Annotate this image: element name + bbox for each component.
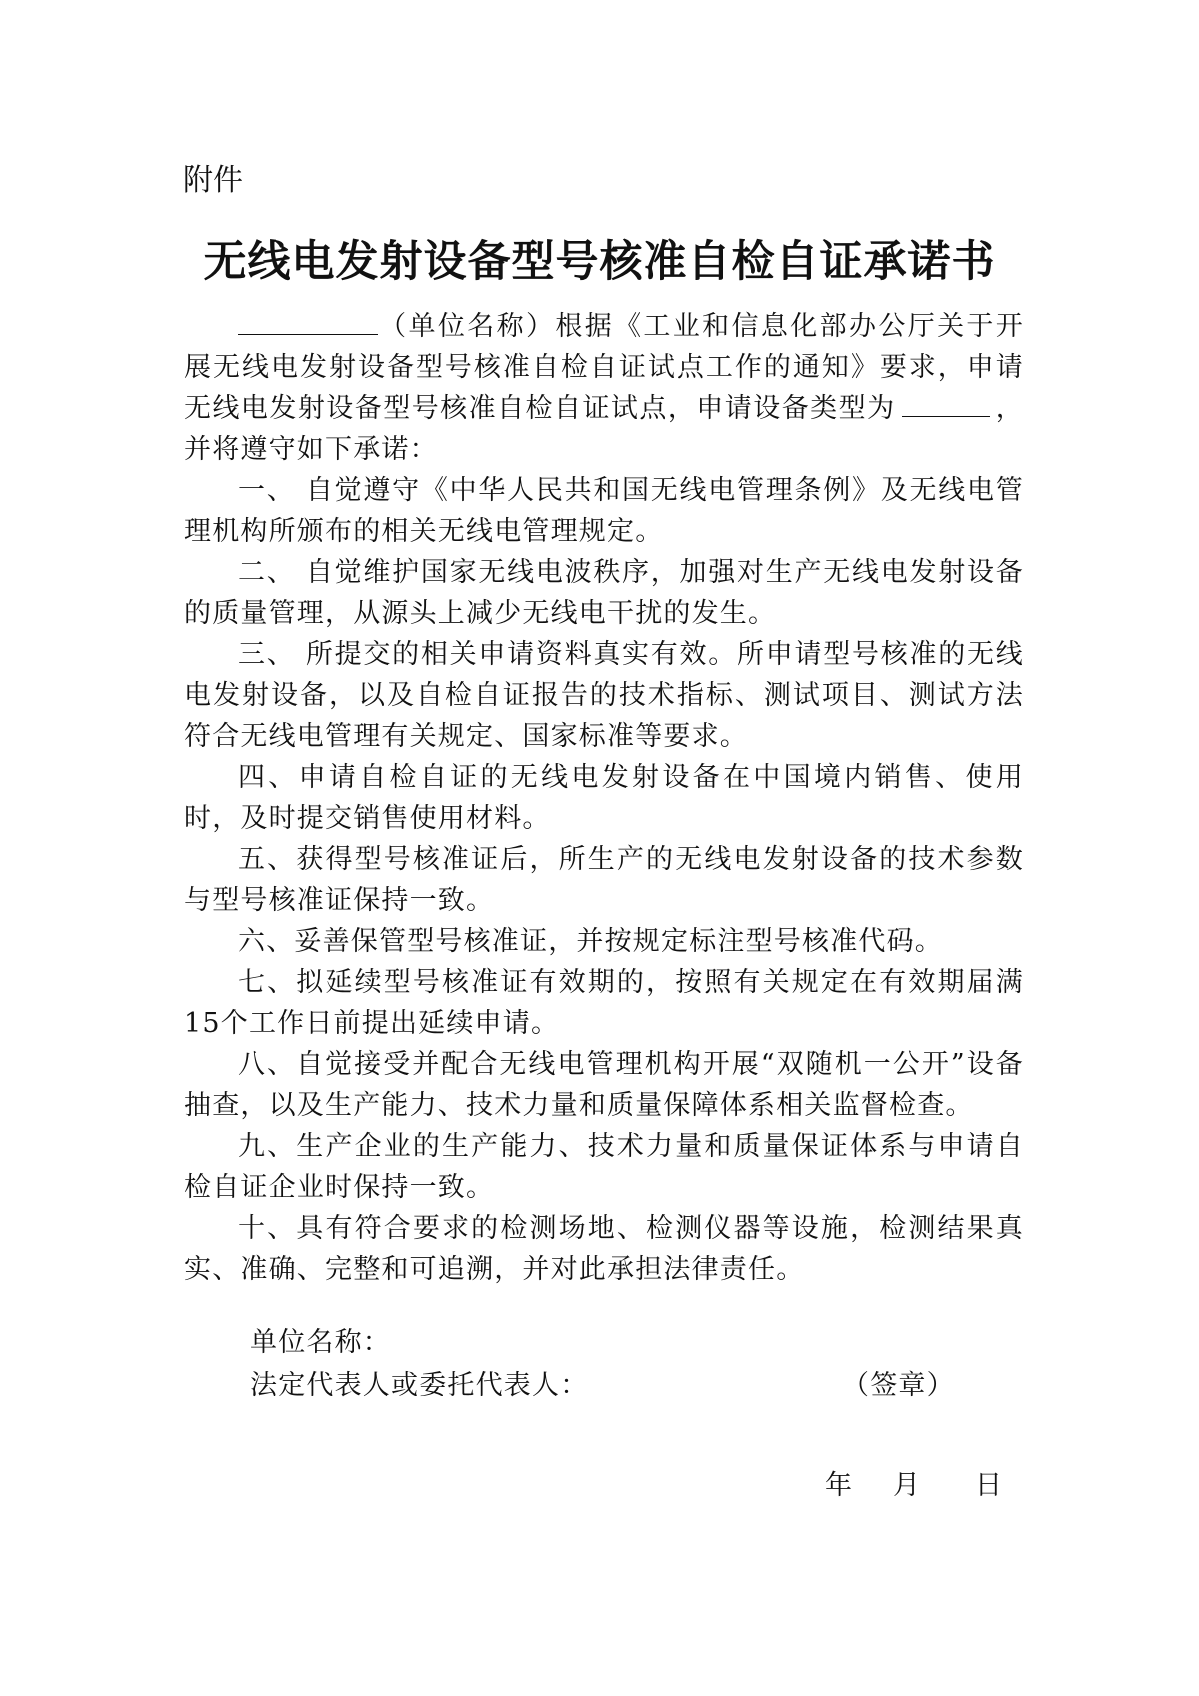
commitment-item-4: 四、申请自检自证的无线电发射设备在中国境内销售、使用时，及时提交销售使用材料。 [184, 762, 1024, 834]
commitment-item-9: 九、生产企业的生产能力、技术力量和质量保证体系与申请自检自证企业时保持一致。 [184, 1131, 1024, 1203]
attachment-label: 附件 [183, 163, 243, 198]
signature-representative-label: 法定代表人或委托代表人： [250, 1370, 589, 1401]
intro-text-b: ，并将遵守如下承诺： [184, 393, 1025, 465]
commitment-item-8: 八、自觉接受并配合无线电管理机构开展“双随机一公开”设备抽查，以及生产能力、技术力量和质量保障体系相关监督检查。 [184, 1049, 1024, 1121]
intro-text-a: 根据《工业和信息化部办公厅关于开展无线电发射设备型号核准自检自证试点工作的通知》要求，申请无线电发射设备型号核准自检自证试点，申请设备类型为 [184, 311, 1024, 424]
intro-paragraph [184, 306, 1024, 470]
document-body [184, 306, 1024, 1290]
commitment-item-1: 一、 自觉遵守《中华人民共和国无线电管理条例》及无线电管理机构所颁布的相关无线电管理规定。 [184, 475, 1024, 547]
unit-placeholder: （单位名称） [378, 311, 556, 342]
device-type-blank [902, 392, 990, 417]
commitment-item-5: 五、获得型号核准证后，所生产的无线电发射设备的技术参数与型号核准证保持一致。 [184, 844, 1024, 916]
commitment-item-10: 十、具有符合要求的检测场地、检测仪器等设施，检测结果真实、准确、完整和可追溯，并对此承担法律责任。 [184, 1213, 1024, 1285]
commitment-item-6: 六、妥善保管型号核准证，并按规定标注型号核准代码。 [238, 926, 943, 957]
seal-label: （签章） [842, 1370, 955, 1401]
signature-unit-label: 单位名称： [250, 1327, 391, 1358]
date-day-label: 日 [975, 1470, 1002, 1501]
date-year-label: 年 [825, 1470, 852, 1501]
date-month-label: 月 [893, 1470, 920, 1501]
commitment-item-7: 七、拟延续型号核准证有效期的，按照有关规定在有效期届满15个工作日前提出延续申请。 [184, 967, 1024, 1039]
commitment-item-3: 三、 所提交的相关申请资料真实有效。所申请型号核准的无线电发射设备，以及自检自证报告的技术指标、测试项目、测试方法符合无线电管理有关规定、国家标准等要求。 [184, 639, 1024, 752]
document-title: 无线电发射设备型号核准自检自证承诺书 [203, 237, 996, 287]
commitment-item-2: 二、 自觉维护国家无线电波秩序，加强对生产无线电发射设备的质量管理，从源头上减少无线电干扰的发生。 [184, 557, 1024, 629]
unit-name-blank [238, 310, 378, 335]
